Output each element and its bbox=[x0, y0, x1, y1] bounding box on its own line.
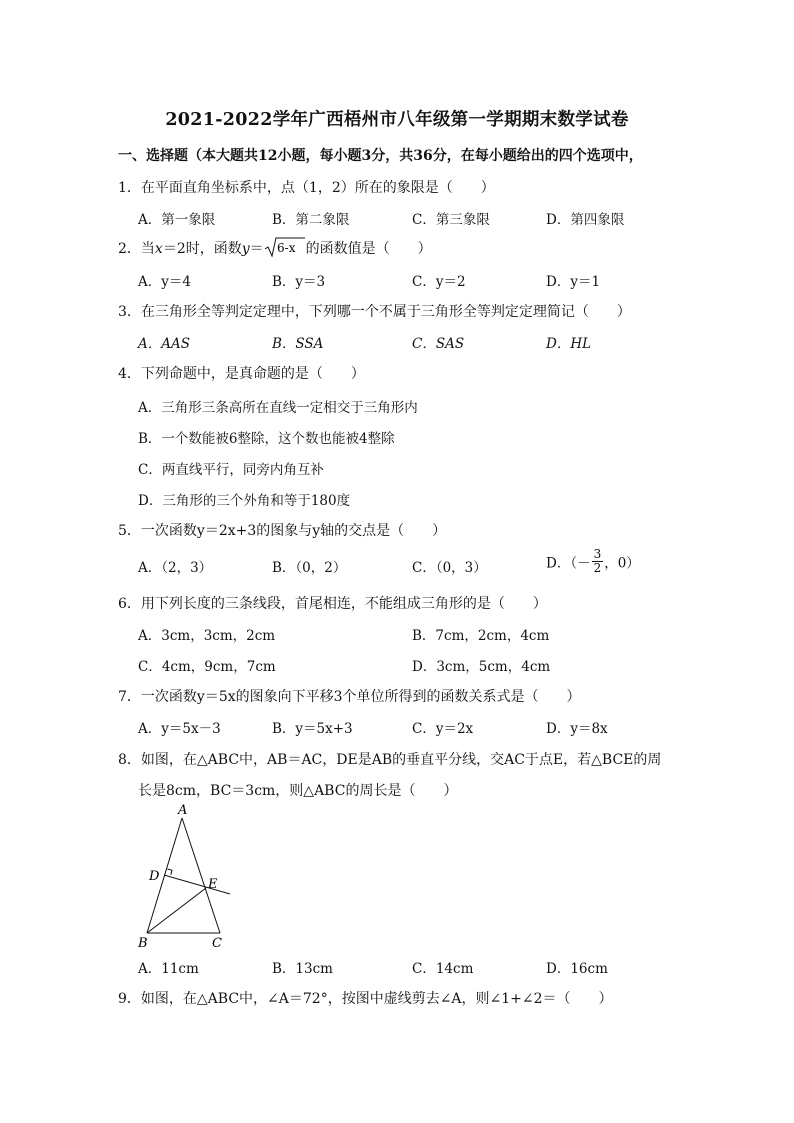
question-4-option-c: C．两直线平行，同旁内角互补 bbox=[138, 462, 324, 478]
question-6-option-b: B．7cm，2cm，4cm bbox=[412, 628, 550, 644]
question-7-option-b: B．y＝5x+3 bbox=[272, 721, 353, 737]
question-1-stem: 1．在平面直角坐标系中，点（1，2）所在的象限是（ ） bbox=[118, 180, 495, 196]
question-2-option-c: C．y＝2 bbox=[412, 274, 466, 290]
q5-d-prefix: D．（－ bbox=[546, 555, 591, 572]
question-3-option-a: A．AAS bbox=[138, 336, 190, 352]
label-c: C bbox=[212, 936, 222, 951]
question-7-option-d: D．y＝8x bbox=[546, 721, 608, 737]
question-1-option-c: C．第三象限 bbox=[412, 212, 490, 228]
question-2-option-d: D．y＝1 bbox=[546, 274, 601, 290]
question-4-option-a: A．三角形三条高所在直线一定相交于三角形内 bbox=[138, 400, 418, 416]
question-7-option-a: A．y＝5x－3 bbox=[138, 721, 221, 737]
question-7-stem: 7．一次函数y＝5x的图象向下平移3个单位所得到的函数关系式是（ ） bbox=[118, 689, 581, 705]
question-8-stem-line-2: 长是8cm，BC＝3cm，则△ABC的周长是（ ） bbox=[138, 783, 458, 799]
question-6-option-d: D．3cm，5cm，4cm bbox=[412, 659, 551, 675]
page-title: 2021-2022学年广西梧州市八年级第一学期期末数学试卷 bbox=[165, 110, 629, 130]
label-b: B bbox=[138, 936, 148, 951]
q2-var-x: x bbox=[154, 241, 163, 257]
triangle-figure bbox=[134, 802, 244, 952]
right-angle-mark bbox=[168, 869, 173, 875]
question-3-option-d: D．HL bbox=[546, 336, 592, 352]
question-5-option-a: A．（2，3） bbox=[138, 560, 213, 576]
fraction-denominator: 2 bbox=[593, 561, 602, 575]
fraction-numerator: 3 bbox=[593, 547, 602, 561]
perpendicular-bisector-de bbox=[164, 875, 230, 894]
sqrt-expression bbox=[264, 236, 306, 262]
question-8-option-c: C．14cm bbox=[412, 961, 474, 977]
question-4-stem: 4．下列命题中，是真命题的是（ ） bbox=[118, 366, 365, 382]
question-8-option-d: D．16cm bbox=[546, 961, 608, 977]
question-5-stem: 5．一次函数y＝2x+3的图象与y轴的交点是（ ） bbox=[118, 523, 447, 539]
q2-stem-mid2: ＝ bbox=[249, 241, 264, 257]
question-7-option-c: C．y＝2x bbox=[412, 721, 474, 737]
radical-sign bbox=[264, 236, 306, 258]
question-1-option-b: B．第二象限 bbox=[272, 212, 350, 228]
question-4-option-b: B．一个数能被6整除，这个数也能被4整除 bbox=[138, 431, 395, 447]
question-6-option-c: C．4cm，9cm，7cm bbox=[138, 659, 276, 675]
q2-stem-prefix: 2．当 bbox=[118, 241, 155, 257]
label-d: D bbox=[149, 869, 160, 884]
question-5-option-c: C．（0，3） bbox=[412, 560, 487, 576]
fraction bbox=[592, 548, 604, 575]
question-2-option-a: A．y＝4 bbox=[138, 274, 191, 290]
label-e: E bbox=[208, 877, 218, 892]
question-2-option-b: B．y＝3 bbox=[272, 274, 326, 290]
q2-var-y: y bbox=[241, 241, 250, 257]
q2-stem-suffix: 的函数值是（ ） bbox=[305, 241, 432, 257]
section-heading: 一、选择题（本大题共12小题，每小题3分，共36分，在每小题给出的四个选项中， bbox=[118, 148, 643, 164]
question-1-option-a: A．第一象限 bbox=[138, 212, 216, 228]
question-8-option-a: A．11cm bbox=[138, 961, 199, 977]
question-5-option-d bbox=[546, 548, 640, 575]
question-4-option-d: D．三角形的三个外角和等于180度 bbox=[138, 493, 351, 509]
radicand: 6-x bbox=[276, 241, 296, 255]
question-1-option-d: D．第四象限 bbox=[546, 212, 625, 228]
segment-ac bbox=[182, 818, 220, 933]
q2-stem-mid1: ＝2时，函数 bbox=[162, 241, 242, 257]
question-3-option-c: C．SAS bbox=[412, 336, 465, 352]
question-6-stem: 6．用下列长度的三条线段，首尾相连，不能组成三角形的是（ ） bbox=[118, 596, 547, 612]
segment-be bbox=[147, 888, 206, 933]
question-6-option-a: A．3cm，3cm，2cm bbox=[138, 628, 276, 644]
question-3-option-b: B．SSA bbox=[272, 336, 324, 352]
question-3-stem: 3．在三角形全等判定定理中，下列哪一个不属于三角形全等判定定理简记（ ） bbox=[118, 304, 631, 320]
question-5-option-b: B．（0，2） bbox=[272, 560, 347, 576]
question-9-stem: 9．如图，在△ABC中，∠A＝72°，按图中虚线剪去∠A，则∠1+∠2＝（ ） bbox=[118, 991, 613, 1007]
question-8-option-b: B．13cm bbox=[272, 961, 333, 977]
label-a: A bbox=[178, 803, 188, 818]
question-8-stem-line-1: 8．如图，在△ABC中，AB＝AC，DE是AB的垂直平分线，交AC于点E，若△BCE的周 bbox=[118, 752, 662, 768]
question-2-stem bbox=[118, 236, 432, 262]
q5-d-suffix: ，0） bbox=[604, 555, 640, 572]
